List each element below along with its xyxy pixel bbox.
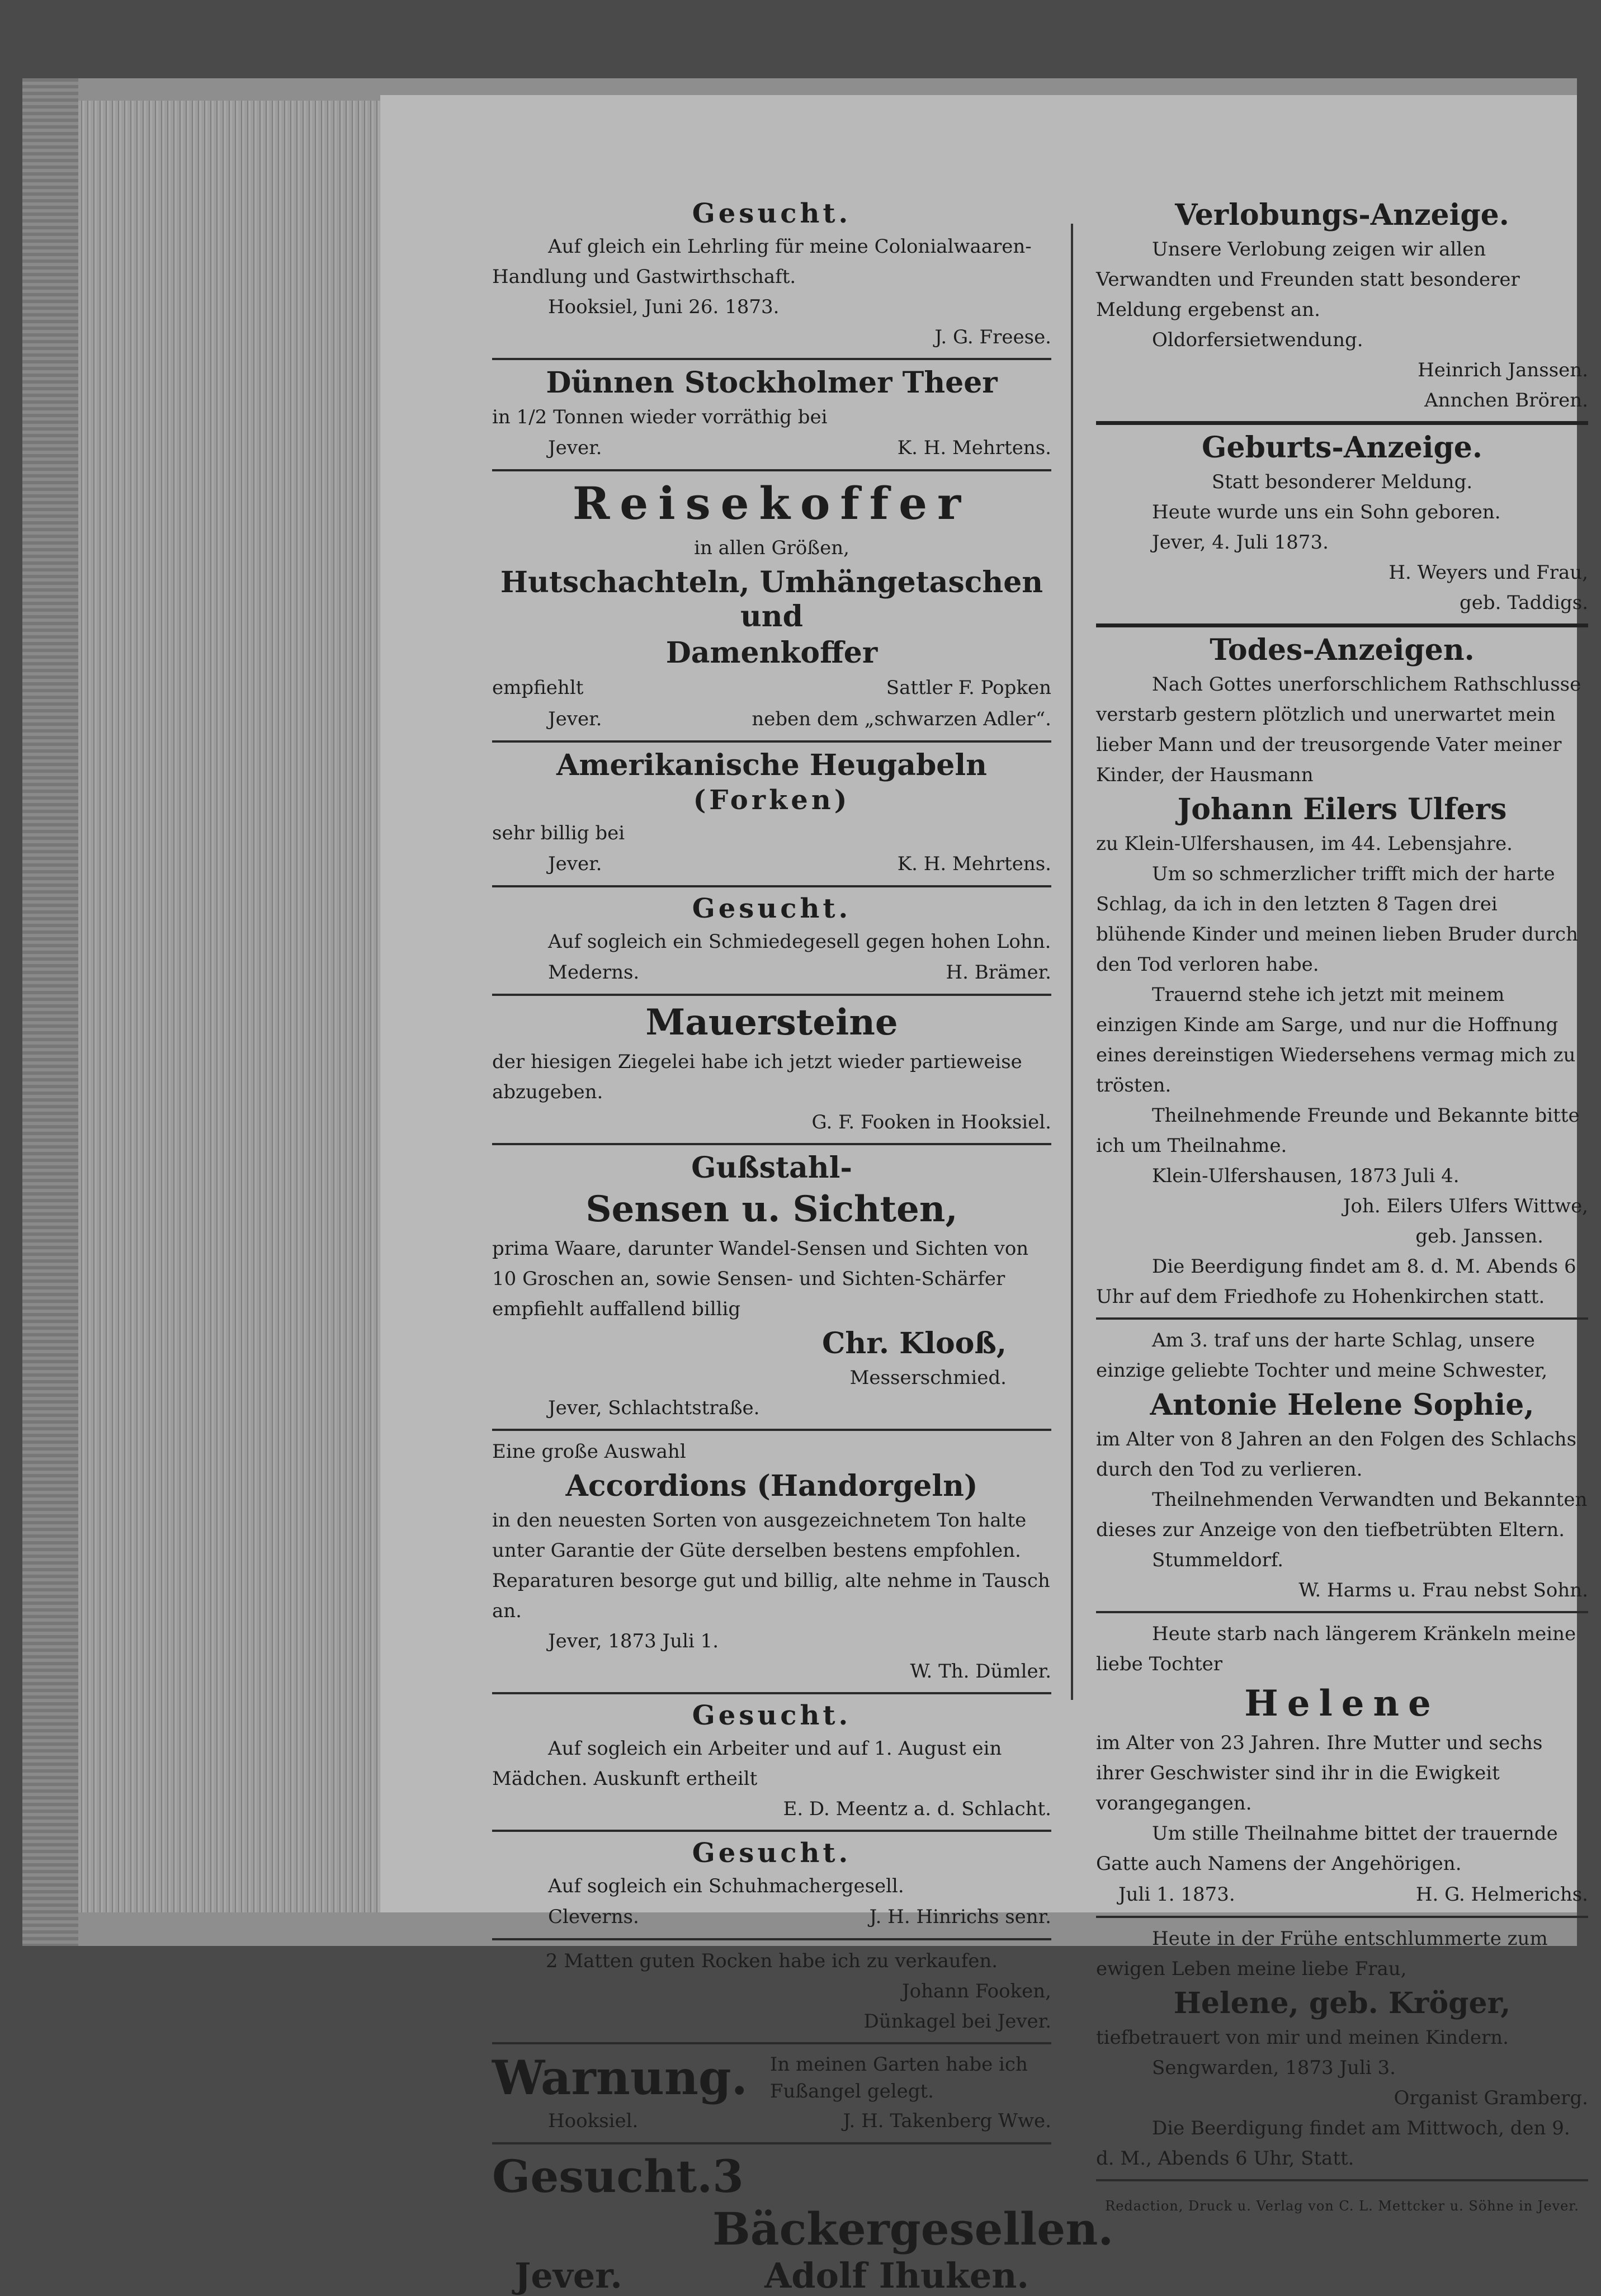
ad-signer: J. G. Freese. [934, 326, 1051, 348]
page-edges [78, 101, 382, 1912]
ad-signer: W. Harms u. Frau nebst Sohn. [1298, 1579, 1588, 1601]
ad-signer: Organist Gramberg. [1394, 2087, 1588, 2109]
ad-geburt [1096, 431, 1588, 618]
ad-heading: Gesucht. [692, 198, 852, 229]
ad-body: prima Waare, darunter Wandel-Sensen und Sichten von 10 Groschen an, sowie Sensen- und Sichten-Schärfer empfiehlt auffallend billig [492, 1237, 1029, 1320]
ad-heading: Sensen u. Sichten, [585, 1188, 958, 1230]
ad-intro: Eine große Auswahl [492, 1440, 686, 1463]
ad-body: in den neuesten Sorten von ausgezeichnetem Ton halte unter Garantie der Güte derselben bestens empfohlen. Reparaturen besorge gut und billig, alte nehme in Tausch an. [492, 1509, 1050, 1622]
divider-rule [1096, 1611, 1588, 1613]
ad-addr: Dünkagel bei Jever. [863, 2010, 1051, 2033]
ad-body: der hiesigen Ziegelei habe ich jetzt wieder partieweise abzugeben. [492, 1051, 1022, 1103]
ad-heading: Accordions (Handorgeln) [565, 1469, 978, 1503]
divider-rule [492, 1143, 1051, 1145]
ad-accordions [492, 1437, 1051, 1686]
divider-rule [492, 1830, 1051, 1832]
ad-heading: Geburts-Anzeige. [1202, 431, 1482, 465]
ad-body: Heute in der Frühe entschlummerte zum ewigen Leben meine liebe Frau, [1096, 1927, 1548, 1980]
ad-heading-left: Gesucht. [492, 2150, 713, 2203]
ad-baecker [492, 2150, 1114, 2296]
ad-place: Jever. [548, 437, 602, 459]
ad-sub: Damenkoffer [665, 636, 878, 670]
newspaper-page [380, 95, 1588, 2296]
right-column [1096, 196, 1588, 2214]
ad-body: Die Beerdigung findet am 8. d. M. Abends 6 Uhr auf dem Friedhofe zu Hohenkirchen statt. [1096, 1255, 1576, 1308]
ad-body: in 1/2 Tonnen wieder vorräthig bei [492, 406, 828, 428]
divider-rule [1096, 1317, 1588, 1320]
ad-mauersteine [492, 1001, 1051, 1137]
ad-gesucht-arbeiter [492, 1700, 1051, 1824]
ad-signer: geb. Taddigs. [1460, 592, 1588, 614]
book [22, 78, 1588, 2296]
ad-place: Cleverns. [548, 1906, 639, 1928]
divider-rule [492, 1692, 1051, 1694]
ad-body: Theilnehmenden Verwandten und Bekannten dieses zur Anzeige von den tiefbetrübten Eltern. [1096, 1489, 1588, 1541]
ad-body: Unsere Verlobung zeigen wir allen Verwandten und Freunden statt besonderer Meldung ergebenst an. [1096, 238, 1520, 321]
ad-signer: K. H. Mehrtens. [897, 853, 1051, 875]
ad-heading: Todes-Anzeigen. [1210, 633, 1475, 667]
imprint: Redaction, Druck u. Verlag von C. L. Mettcker u. Söhne in Jever. [1105, 2198, 1579, 2214]
ad-theer [492, 366, 1051, 464]
deceased-name: Antonie Helene Sophie, [1150, 1388, 1534, 1422]
ad-gesucht-lehrling [492, 198, 1051, 352]
ad-heading: Mauersteine [645, 1001, 898, 1043]
ad-gesucht-schuhmacher [492, 1837, 1051, 1933]
ad-body: zu Klein-Ulfershausen, im 44. Lebensjahre. [1096, 833, 1513, 855]
ad-signer: H. G. Helmerichs. [1415, 1883, 1588, 1906]
ad-body: Die Beerdigung findet am Mittwoch, den 9. d. M., Abends 6 Uhr, Statt. [1096, 2117, 1570, 2170]
ad-heugabeln [492, 748, 1051, 880]
ad-place: Jever, Schlachtstraße. [548, 1397, 760, 1419]
ad-signer: Joh. Eilers Ulfers Wittwe, [1343, 1195, 1588, 1217]
ad-place: Hooksiel. [548, 2110, 639, 2132]
divider-rule [1096, 2179, 1588, 2181]
divider-rule [492, 885, 1051, 887]
divider-rule [1096, 421, 1588, 425]
ad-sub: (Forken) [693, 785, 851, 816]
ad-place: Jever. [514, 2255, 622, 2296]
ad-body: Heute starb nach längerem Kränkeln meine liebe Tochter [1096, 1623, 1576, 1675]
ad-signer: E. D. Meentz a. d. Schlacht. [783, 1798, 1051, 1820]
ad-place: Stummeldorf. [1152, 1549, 1283, 1571]
divider-rule [492, 1938, 1051, 1940]
ad-body: Trauernd stehe ich jetzt mit meinem einzigen Kinde am Sarge, und nur die Hoffnung eines dereinstigen Wiedersehens vermag mich zu trösten. [1096, 984, 1576, 1097]
ad-signer: J. H. Hinrichs senr. [869, 1906, 1051, 1928]
ad-date: Juli 1. 1873. [1118, 1883, 1235, 1906]
deceased-name: Helene [1244, 1683, 1440, 1725]
ad-signer: J. H. Takenberg Wwe. [843, 2110, 1051, 2132]
ad-body: Auf sogleich ein Schuhmachergesell. [548, 1875, 904, 1897]
divider-rule [492, 740, 1051, 743]
ad-todesanzeige-gramberg [1096, 1924, 1588, 2174]
divider-rule [1096, 623, 1588, 627]
divider-rule [1096, 1916, 1588, 1918]
ad-footer [492, 703, 1051, 735]
ad-signer: H. Brämer. [946, 961, 1051, 984]
ad-place: Oldorfersietwendung. [1152, 329, 1363, 351]
ad-body: im Alter von 8 Jahren an den Folgen des Schlachs durch den Tod zu verlieren. [1096, 1428, 1577, 1481]
ad-todesanzeige-helmerichs [1096, 1619, 1588, 1910]
ad-heading: Gesucht. [692, 1700, 852, 1731]
ad-signer: K. H. Mehrtens. [897, 437, 1051, 459]
ad-signer: Adolf Ihuken. [764, 2255, 1029, 2296]
ad-signer: geb. Janssen. [1415, 1225, 1543, 1248]
ad-body: Am 3. traf uns der harte Schlag, unsere einzige geliebte Tochter und meine Schwester, [1096, 1329, 1548, 1382]
ad-trade: Messerschmied. [849, 1367, 1007, 1389]
ad-body: Um so schmerzlicher trifft mich der harte Schlag, da ich in den letzten 8 Tagen drei blühende Kinder und meinen lieben Bruder durch den Tod verloren habe. [1096, 863, 1578, 976]
ad-heading: Gesucht. [692, 1837, 852, 1869]
ad-footer [1096, 1879, 1588, 1910]
ad-heading: Dünnen Stockholmer Theer [546, 366, 998, 400]
ad-reisekoffer [492, 477, 1051, 735]
ad-body: Auf sogleich ein Arbeiter und auf 1. August ein Mädchen. Auskunft ertheilt [492, 1737, 1002, 1790]
ad-body: 2 Matten guten Rocken habe ich zu verkaufen. [545, 1950, 998, 1972]
ad-place: Jever. [548, 708, 602, 730]
ad-place-date: Sengwarden, 1873 Juli 3. [1152, 2057, 1396, 2079]
ad-sub: Hutschachteln, Umhängetaschen und [500, 565, 1043, 634]
ad-name: Chr. Klooß, [822, 1326, 1007, 1360]
ad-signer: Annchen Brören. [1424, 389, 1588, 412]
deceased-name: Helene, geb. Kröger, [1173, 1986, 1511, 2020]
ad-body: sehr billig bei [492, 822, 625, 844]
ad-signer: Heinrich Janssen. [1418, 359, 1588, 381]
ad-signer: G. F. Fooken in Hooksiel. [811, 1111, 1051, 1133]
ad-heading: Verlobungs-Anzeige. [1175, 198, 1509, 232]
ad-body: Auf sogleich ein Schmiedegesell gegen hohen Lohn. [548, 930, 1051, 953]
divider-rule [492, 469, 1051, 471]
ad-signer: H. Weyers und Frau, [1389, 561, 1588, 584]
ad-todesanzeige-harms [1096, 1325, 1588, 1605]
left-column [492, 196, 1114, 2296]
ad-body: Nach Gottes unerforschlichem Rathschlusse verstarb gestern plötzlich und unerwartet mein lieber Mann und der treusorgende Vater meiner Kinder, der Hausmann [1096, 673, 1581, 786]
ad-footer [492, 848, 1051, 880]
ad-body: Um stille Theilnahme bittet der trauernde Gatte auch Namens der Angehörigen. [1096, 1822, 1558, 1875]
ad-heading: Reisekoffer [572, 477, 971, 530]
ad-place-date: Klein-Ulfershausen, 1873 Juli 4. [1152, 1165, 1460, 1187]
ad-heading: Amerikanische Heugabeln [556, 748, 987, 782]
deceased-name: Johann Eilers Ulfers [1177, 792, 1507, 826]
ad-place: Jever. [548, 853, 602, 875]
ad-verlobung [1096, 198, 1588, 415]
ad-warnung [492, 2050, 1051, 2137]
ad-addr: neben dem „schwarzen Adler“. [752, 708, 1051, 730]
ad-line: Heute wurde uns ein Sohn geboren. [1152, 501, 1501, 523]
ad-line: Statt besonderer Meldung. [1211, 471, 1473, 493]
divider-rule [492, 2142, 1051, 2144]
ad-place-date: Jever, 4. Juli 1873. [1152, 531, 1329, 554]
ad-heading: Warnung. [492, 2050, 748, 2105]
ad-place-date: Jever, 1873 Juli 1. [548, 1630, 719, 1652]
ad-todesanzeige-ulfers [1096, 633, 1588, 1312]
ad-line: empfiehlt Sattler F. Popken [492, 677, 1051, 699]
ad-footer [492, 2105, 1051, 2137]
ad-body: Theilnehmende Freunde und Bekannte bitte ich um Theilnahme. [1096, 1104, 1580, 1157]
divider-rule [492, 2042, 1051, 2044]
ad-sub: in allen Größen, [694, 537, 849, 559]
ad-footer [492, 1901, 1051, 1933]
ad-body: im Alter von 23 Jahren. Ihre Mutter und sechs ihrer Geschwister sind ihr in die Ewigkeit vorangegangen. [1096, 1732, 1543, 1815]
ad-body: Auf gleich ein Lehrling für meine Colonialwaaren-Handlung und Gastwirthschaft. [492, 235, 1032, 288]
column-divider [1071, 224, 1073, 1700]
ad-footer [492, 432, 1051, 464]
ad-heading: Gesucht. [692, 893, 852, 924]
divider-rule [492, 358, 1051, 360]
ad-heading-right: 3 Bäckergesellen. [712, 2150, 1114, 2255]
ad-gesucht-schmied [492, 893, 1051, 988]
ad-footer [492, 957, 1051, 988]
book-spine [22, 78, 78, 1946]
divider-rule [492, 994, 1051, 996]
ad-heading: Gußstahl- [691, 1151, 852, 1185]
ad-signer: Johann Fooken, [902, 1980, 1051, 2002]
ad-body: tiefbetrauert von mir und meinen Kindern. [1096, 2026, 1509, 2049]
divider-rule [492, 1429, 1051, 1431]
ad-body: In meinen Garten habe ich Fußangel gelegt. [769, 2053, 1028, 2103]
ad-place-date: Hooksiel, Juni 26. 1873. [548, 296, 780, 318]
ad-signer: W. Th. Dümler. [910, 1660, 1051, 1683]
ad-place: Mederns. [548, 961, 640, 984]
ad-sensen [492, 1151, 1051, 1423]
ad-matten [492, 1946, 1051, 2037]
